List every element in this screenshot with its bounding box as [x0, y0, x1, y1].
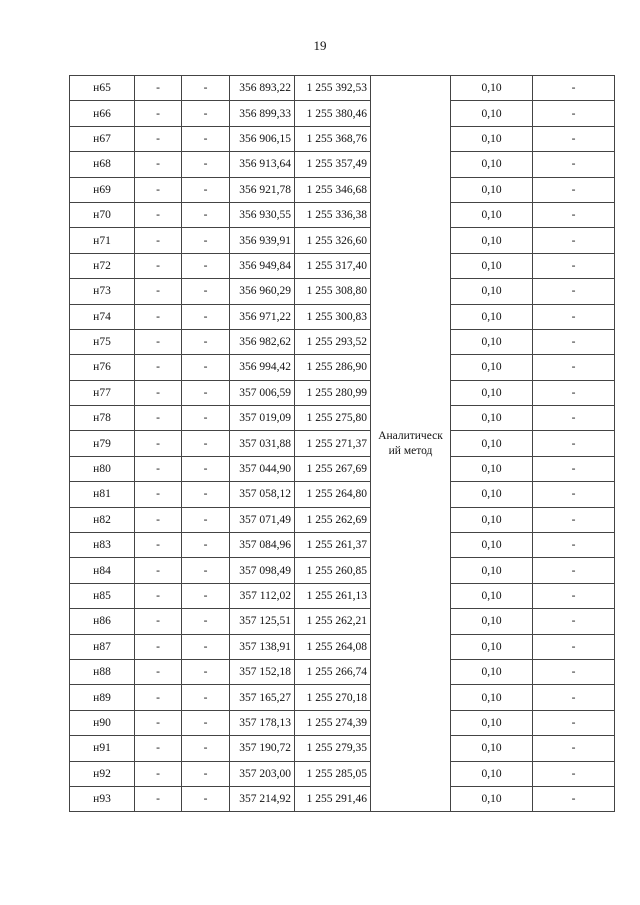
x-coordinate-cell: 357 084,96 — [230, 533, 295, 558]
note-cell: - — [533, 456, 615, 481]
x-coordinate-cell: 357 138,91 — [230, 634, 295, 659]
old-x-cell: - — [135, 659, 182, 684]
table-row — [70, 609, 615, 634]
x-coordinate-cell: 356 939,91 — [230, 228, 295, 253]
old-y-cell: - — [182, 355, 230, 380]
table-row — [70, 126, 615, 151]
y-coordinate-cell: 1 255 380,46 — [295, 101, 371, 126]
table-row — [70, 253, 615, 278]
method-text-line-1: Аналитическ — [378, 429, 443, 442]
point-number-cell: н72 — [70, 253, 135, 278]
point-number-cell: н71 — [70, 228, 135, 253]
point-number-cell: н82 — [70, 507, 135, 532]
point-number-cell: н89 — [70, 685, 135, 710]
accuracy-cell: 0,10 — [451, 253, 533, 278]
table-row — [70, 685, 615, 710]
note-cell: - — [533, 355, 615, 380]
y-coordinate-cell: 1 255 262,69 — [295, 507, 371, 532]
table-row — [70, 659, 615, 684]
note-cell: - — [533, 380, 615, 405]
table-row — [70, 786, 615, 811]
accuracy-cell: 0,10 — [451, 507, 533, 532]
accuracy-cell: 0,10 — [451, 634, 533, 659]
y-coordinate-cell: 1 255 261,13 — [295, 583, 371, 608]
old-y-cell: - — [182, 634, 230, 659]
x-coordinate-cell: 357 165,27 — [230, 685, 295, 710]
accuracy-cell: 0,10 — [451, 304, 533, 329]
old-y-cell: - — [182, 304, 230, 329]
note-cell: - — [533, 253, 615, 278]
accuracy-cell: 0,10 — [451, 126, 533, 151]
note-cell: - — [533, 507, 615, 532]
old-y-cell: - — [182, 202, 230, 227]
old-y-cell: - — [182, 228, 230, 253]
point-number-cell: н66 — [70, 101, 135, 126]
accuracy-cell: 0,10 — [451, 659, 533, 684]
table-row — [70, 482, 615, 507]
point-number-cell: н80 — [70, 456, 135, 481]
table-row — [70, 304, 615, 329]
note-cell: - — [533, 177, 615, 202]
y-coordinate-cell: 1 255 261,37 — [295, 533, 371, 558]
note-cell: - — [533, 583, 615, 608]
x-coordinate-cell: 356 899,33 — [230, 101, 295, 126]
accuracy-cell: 0,10 — [451, 152, 533, 177]
note-cell: - — [533, 710, 615, 735]
old-x-cell: - — [135, 304, 182, 329]
y-coordinate-cell: 1 255 291,46 — [295, 786, 371, 811]
note-cell: - — [533, 533, 615, 558]
point-number-cell: н68 — [70, 152, 135, 177]
table-row — [70, 736, 615, 761]
y-coordinate-cell: 1 255 300,83 — [295, 304, 371, 329]
accuracy-cell: 0,10 — [451, 101, 533, 126]
old-y-cell: - — [182, 507, 230, 532]
point-number-cell: н87 — [70, 634, 135, 659]
old-x-cell: - — [135, 533, 182, 558]
note-cell: - — [533, 152, 615, 177]
note-cell: - — [533, 406, 615, 431]
old-x-cell: - — [135, 558, 182, 583]
table-row — [70, 279, 615, 304]
old-x-cell: - — [135, 431, 182, 456]
table-row — [70, 177, 615, 202]
accuracy-cell: 0,10 — [451, 482, 533, 507]
y-coordinate-cell: 1 255 336,38 — [295, 202, 371, 227]
note-cell: - — [533, 685, 615, 710]
accuracy-cell: 0,10 — [451, 710, 533, 735]
old-x-cell: - — [135, 482, 182, 507]
table-row — [70, 533, 615, 558]
x-coordinate-cell: 357 044,90 — [230, 456, 295, 481]
note-cell: - — [533, 76, 615, 101]
old-x-cell: - — [135, 355, 182, 380]
old-y-cell: - — [182, 152, 230, 177]
x-coordinate-cell: 357 125,51 — [230, 609, 295, 634]
old-x-cell: - — [135, 202, 182, 227]
note-cell: - — [533, 659, 615, 684]
x-coordinate-cell: 356 982,62 — [230, 329, 295, 354]
accuracy-cell: 0,10 — [451, 329, 533, 354]
y-coordinate-cell: 1 255 280,99 — [295, 380, 371, 405]
x-coordinate-cell: 357 098,49 — [230, 558, 295, 583]
old-y-cell: - — [182, 456, 230, 481]
y-coordinate-cell: 1 255 308,80 — [295, 279, 371, 304]
old-x-cell: - — [135, 685, 182, 710]
table-body — [70, 76, 615, 812]
x-coordinate-cell: 357 190,72 — [230, 736, 295, 761]
accuracy-cell: 0,10 — [451, 177, 533, 202]
y-coordinate-cell: 1 255 267,69 — [295, 456, 371, 481]
old-x-cell: - — [135, 609, 182, 634]
accuracy-cell: 0,10 — [451, 279, 533, 304]
table-row — [70, 355, 615, 380]
old-y-cell: - — [182, 558, 230, 583]
accuracy-cell: 0,10 — [451, 202, 533, 227]
old-y-cell: - — [182, 533, 230, 558]
y-coordinate-cell: 1 255 270,18 — [295, 685, 371, 710]
point-number-cell: н85 — [70, 583, 135, 608]
y-coordinate-cell: 1 255 275,80 — [295, 406, 371, 431]
table-row — [70, 228, 615, 253]
note-cell: - — [533, 482, 615, 507]
point-number-cell: н76 — [70, 355, 135, 380]
old-x-cell: - — [135, 634, 182, 659]
x-coordinate-cell: 357 152,18 — [230, 659, 295, 684]
accuracy-cell: 0,10 — [451, 228, 533, 253]
note-cell: - — [533, 202, 615, 227]
note-cell: - — [533, 634, 615, 659]
old-x-cell: - — [135, 761, 182, 786]
point-number-cell: н78 — [70, 406, 135, 431]
point-number-cell: н93 — [70, 786, 135, 811]
x-coordinate-cell: 357 178,13 — [230, 710, 295, 735]
method-cell — [371, 76, 451, 812]
old-y-cell: - — [182, 482, 230, 507]
y-coordinate-cell: 1 255 271,37 — [295, 431, 371, 456]
old-y-cell: - — [182, 279, 230, 304]
note-cell: - — [533, 558, 615, 583]
old-y-cell: - — [182, 126, 230, 151]
old-x-cell: - — [135, 456, 182, 481]
point-number-cell: н69 — [70, 177, 135, 202]
accuracy-cell: 0,10 — [451, 355, 533, 380]
table-row — [70, 380, 615, 405]
table-row — [70, 329, 615, 354]
old-y-cell: - — [182, 583, 230, 608]
page-number: 19 — [313, 38, 327, 53]
point-number-cell: н91 — [70, 736, 135, 761]
x-coordinate-cell: 356 930,55 — [230, 202, 295, 227]
accuracy-cell: 0,10 — [451, 685, 533, 710]
y-coordinate-cell: 1 255 317,40 — [295, 253, 371, 278]
note-cell: - — [533, 786, 615, 811]
y-coordinate-cell: 1 255 260,85 — [295, 558, 371, 583]
old-y-cell: - — [182, 786, 230, 811]
x-coordinate-cell: 356 906,15 — [230, 126, 295, 151]
old-x-cell: - — [135, 126, 182, 151]
point-number-cell: н74 — [70, 304, 135, 329]
old-x-cell: - — [135, 177, 182, 202]
note-cell: - — [533, 736, 615, 761]
point-number-cell: н65 — [70, 76, 135, 101]
note-cell: - — [533, 329, 615, 354]
x-coordinate-cell: 357 031,88 — [230, 431, 295, 456]
table-row — [70, 456, 615, 481]
y-coordinate-cell: 1 255 262,21 — [295, 609, 371, 634]
y-coordinate-cell: 1 255 264,80 — [295, 482, 371, 507]
old-y-cell: - — [182, 431, 230, 456]
accuracy-cell: 0,10 — [451, 583, 533, 608]
point-number-cell: н86 — [70, 609, 135, 634]
y-coordinate-cell: 1 255 368,76 — [295, 126, 371, 151]
table-row — [70, 558, 615, 583]
x-coordinate-cell: 356 971,22 — [230, 304, 295, 329]
note-cell: - — [533, 431, 615, 456]
old-x-cell: - — [135, 152, 182, 177]
point-number-cell: н88 — [70, 659, 135, 684]
accuracy-cell: 0,10 — [451, 736, 533, 761]
note-cell: - — [533, 761, 615, 786]
table-row — [70, 152, 615, 177]
y-coordinate-cell: 1 255 264,08 — [295, 634, 371, 659]
old-x-cell: - — [135, 786, 182, 811]
x-coordinate-cell: 357 006,59 — [230, 380, 295, 405]
y-coordinate-cell: 1 255 346,68 — [295, 177, 371, 202]
note-cell: - — [533, 304, 615, 329]
old-y-cell: - — [182, 380, 230, 405]
old-x-cell: - — [135, 406, 182, 431]
old-x-cell: - — [135, 228, 182, 253]
old-x-cell: - — [135, 583, 182, 608]
point-number-cell: н77 — [70, 380, 135, 405]
table-row — [70, 583, 615, 608]
old-y-cell: - — [182, 177, 230, 202]
old-y-cell: - — [182, 761, 230, 786]
old-y-cell: - — [182, 659, 230, 684]
old-x-cell: - — [135, 279, 182, 304]
old-y-cell: - — [182, 736, 230, 761]
y-coordinate-cell: 1 255 293,52 — [295, 329, 371, 354]
point-number-cell: н75 — [70, 329, 135, 354]
old-x-cell: - — [135, 101, 182, 126]
note-cell: - — [533, 279, 615, 304]
coordinates-table — [69, 75, 615, 812]
old-y-cell: - — [182, 609, 230, 634]
y-coordinate-cell: 1 255 285,05 — [295, 761, 371, 786]
old-x-cell: - — [135, 253, 182, 278]
point-number-cell: н67 — [70, 126, 135, 151]
x-coordinate-cell: 357 112,02 — [230, 583, 295, 608]
x-coordinate-cell: 356 994,42 — [230, 355, 295, 380]
old-x-cell: - — [135, 710, 182, 735]
accuracy-cell: 0,10 — [451, 431, 533, 456]
table-row — [70, 507, 615, 532]
accuracy-cell: 0,10 — [451, 406, 533, 431]
old-y-cell: - — [182, 329, 230, 354]
y-coordinate-cell: 1 255 266,74 — [295, 659, 371, 684]
x-coordinate-cell: 357 019,09 — [230, 406, 295, 431]
y-coordinate-cell: 1 255 279,35 — [295, 736, 371, 761]
y-coordinate-cell: 1 255 357,49 — [295, 152, 371, 177]
accuracy-cell: 0,10 — [451, 76, 533, 101]
x-coordinate-cell: 356 913,64 — [230, 152, 295, 177]
point-number-cell: н73 — [70, 279, 135, 304]
point-number-cell: н92 — [70, 761, 135, 786]
point-number-cell: н79 — [70, 431, 135, 456]
table-row — [70, 634, 615, 659]
method-text-line-2: ий метод — [388, 444, 433, 457]
point-number-cell: н83 — [70, 533, 135, 558]
y-coordinate-cell: 1 255 326,60 — [295, 228, 371, 253]
note-cell: - — [533, 609, 615, 634]
accuracy-cell: 0,10 — [451, 456, 533, 481]
point-number-cell: н90 — [70, 710, 135, 735]
table-row — [70, 202, 615, 227]
x-coordinate-cell: 357 203,00 — [230, 761, 295, 786]
x-coordinate-cell: 357 058,12 — [230, 482, 295, 507]
table-row — [70, 710, 615, 735]
x-coordinate-cell: 356 921,78 — [230, 177, 295, 202]
point-number-cell: н84 — [70, 558, 135, 583]
table-row — [70, 76, 615, 101]
x-coordinate-cell: 356 960,29 — [230, 279, 295, 304]
old-x-cell: - — [135, 736, 182, 761]
old-y-cell: - — [182, 406, 230, 431]
point-number-cell: н70 — [70, 202, 135, 227]
note-cell: - — [533, 101, 615, 126]
note-cell: - — [533, 228, 615, 253]
old-y-cell: - — [182, 101, 230, 126]
point-number-cell: н81 — [70, 482, 135, 507]
old-x-cell: - — [135, 507, 182, 532]
x-coordinate-cell: 356 949,84 — [230, 253, 295, 278]
old-y-cell: - — [182, 253, 230, 278]
note-cell: - — [533, 126, 615, 151]
x-coordinate-cell: 357 214,92 — [230, 786, 295, 811]
x-coordinate-cell: 356 893,22 — [230, 76, 295, 101]
accuracy-cell: 0,10 — [451, 761, 533, 786]
y-coordinate-cell: 1 255 392,53 — [295, 76, 371, 101]
old-x-cell: - — [135, 76, 182, 101]
table-row — [70, 431, 615, 456]
accuracy-cell: 0,10 — [451, 558, 533, 583]
y-coordinate-cell: 1 255 274,39 — [295, 710, 371, 735]
accuracy-cell: 0,10 — [451, 609, 533, 634]
old-x-cell: - — [135, 329, 182, 354]
old-y-cell: - — [182, 76, 230, 101]
y-coordinate-cell: 1 255 286,90 — [295, 355, 371, 380]
x-coordinate-cell: 357 071,49 — [230, 507, 295, 532]
table-row — [70, 406, 615, 431]
accuracy-cell: 0,10 — [451, 533, 533, 558]
old-y-cell: - — [182, 710, 230, 735]
table-row — [70, 101, 615, 126]
accuracy-cell: 0,10 — [451, 380, 533, 405]
accuracy-cell: 0,10 — [451, 786, 533, 811]
old-y-cell: - — [182, 685, 230, 710]
old-x-cell: - — [135, 380, 182, 405]
table-row — [70, 761, 615, 786]
